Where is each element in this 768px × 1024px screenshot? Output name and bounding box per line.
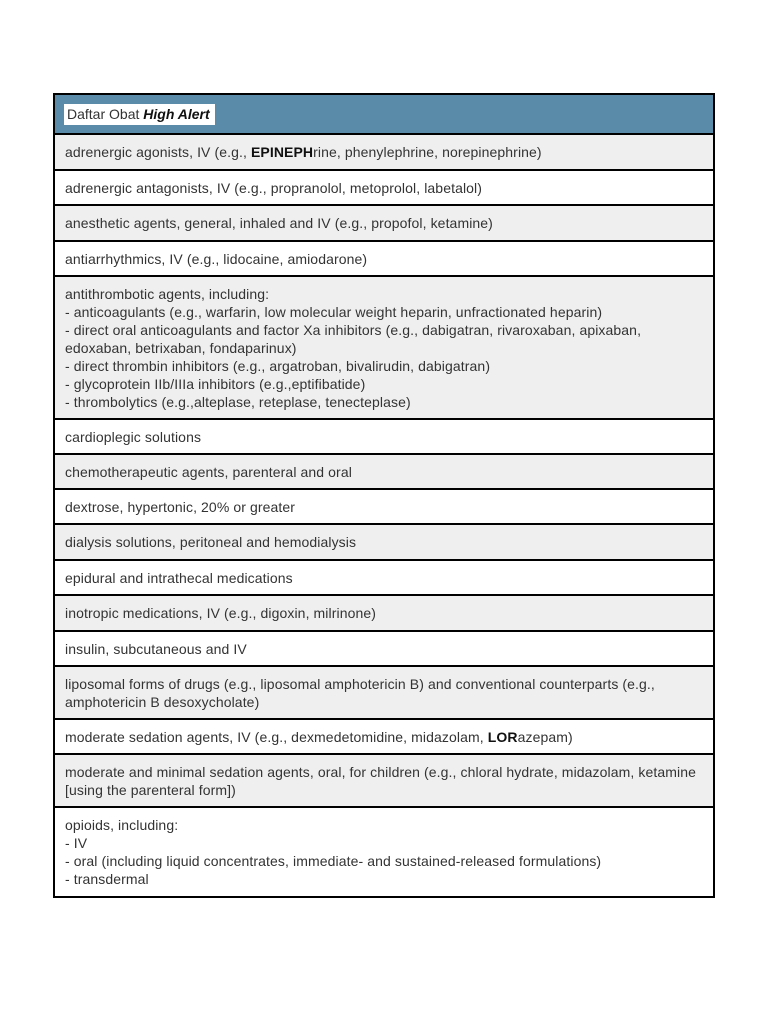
table-row: adrenergic antagonists, IV (e.g., propranolol, metoprolol, labetalol) bbox=[55, 171, 713, 206]
table-row: adrenergic agonists, IV (e.g., EPINEPHrine, phenylephrine, norepinephrine) bbox=[55, 135, 713, 171]
table-row: moderate and minimal sedation agents, oral, for children (e.g., chloral hydrate, midazolam, ketamine [using the parenteral form]) bbox=[55, 755, 713, 808]
table-row: epidural and intrathecal medications bbox=[55, 561, 713, 596]
table-row: insulin, subcutaneous and IV bbox=[55, 632, 713, 667]
table-row: moderate sedation agents, IV (e.g., dexmedetomidine, midazolam, LORazepam) bbox=[55, 720, 713, 755]
table-row: dextrose, hypertonic, 20% or greater bbox=[55, 490, 713, 525]
table-row: anesthetic agents, general, inhaled and IV (e.g., propofol, ketamine) bbox=[55, 206, 713, 242]
table-row: dialysis solutions, peritoneal and hemodialysis bbox=[55, 525, 713, 561]
high-alert-drug-table bbox=[53, 93, 715, 898]
table-row: antithrombotic agents, including: - anticoagulants (e.g., warfarin, low molecular weight heparin, unfractionated heparin) - direct oral anticoagulants and factor Xa inhibitors (e.g., dabigatran, rivaroxaban, apixaban, edoxaban, betrixaban, fondaparinux) - direct thrombin inhibitors (e.g., argatroban, bivalirudin, dabigatran) - glycoprotein IIb/IIIa inhibitors (e.g.,eptifibatide) - thrombolytics (e.g.,alteplase, reteplase, tenecteplase) bbox=[55, 277, 713, 420]
table-row: liposomal forms of drugs (e.g., liposomal amphotericin B) and conventional counterparts (e.g., amphotericin B desoxycholate) bbox=[55, 667, 713, 720]
table-row: antiarrhythmics, IV (e.g., lidocaine, amiodarone) bbox=[55, 242, 713, 277]
table-title: Daftar Obat High Alert bbox=[64, 104, 215, 125]
table-row: inotropic medications, IV (e.g., digoxin, milrinone) bbox=[55, 596, 713, 632]
table-row: chemotherapeutic agents, parenteral and oral bbox=[55, 455, 713, 490]
table-row: cardioplegic solutions bbox=[55, 420, 713, 455]
table-header bbox=[55, 95, 713, 135]
table-row: opioids, including: - IV - oral (including liquid concentrates, immediate- and sustained-released formulations) - transdermal bbox=[55, 808, 713, 896]
